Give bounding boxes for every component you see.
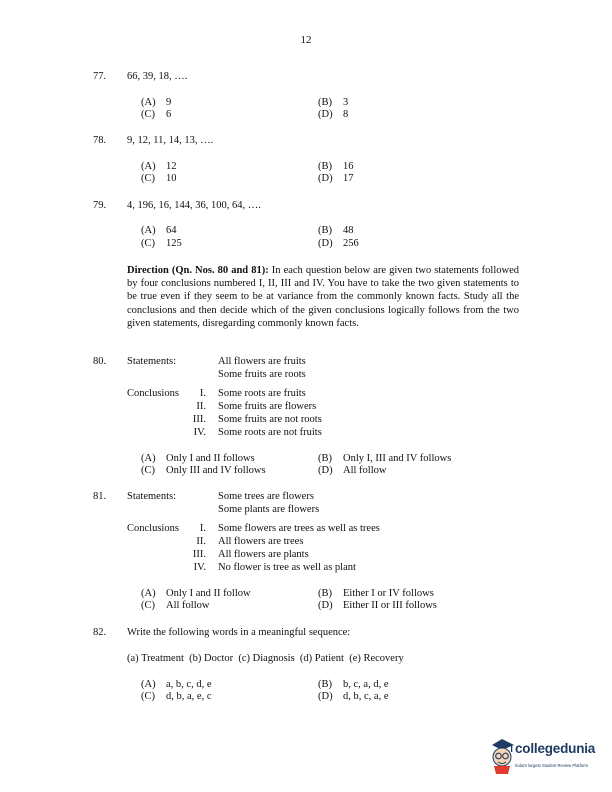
conclusion-number: IV. (193, 562, 206, 573)
option-label: (B) (318, 225, 332, 236)
option-text: All follow (343, 465, 387, 476)
option-label: (C) (141, 173, 155, 184)
conclusion-number: III. (192, 549, 206, 560)
mascot-icon (488, 735, 516, 775)
option-text: 8 (343, 109, 349, 120)
option-label: (B) (318, 588, 332, 599)
option-text: d, b, c, a, e (343, 691, 389, 702)
option-d (318, 108, 348, 121)
option-label: (A) (141, 588, 156, 599)
word-list: (a) Treatment (b) Doctor (c) Diagnosis (d) Patient (e) Recovery (127, 653, 404, 664)
option-d (318, 690, 388, 703)
option-label: (D) (318, 109, 333, 120)
option-a (141, 224, 177, 237)
question-number: 81. (93, 491, 107, 502)
option-d (318, 464, 386, 477)
conclusion-number: III. (192, 414, 206, 425)
option-text: Either I or IV follows (343, 588, 434, 599)
option-text: d, b, a, e, c (166, 691, 212, 702)
option-label: (C) (141, 238, 155, 249)
option-label: (B) (318, 679, 332, 690)
option-d (318, 172, 354, 185)
statement: Some fruits are roots (218, 369, 306, 380)
conclusion-number: IV. (193, 427, 206, 438)
conclusion-text: No flower is tree as well as plant (218, 562, 356, 573)
option-text: Only I and II follow (166, 588, 251, 599)
option-text: 9 (166, 97, 172, 108)
option-text: 48 (343, 225, 354, 236)
option-c (141, 108, 171, 121)
direction-heading: Direction (Qn. Nos. 80 and 81): (127, 265, 269, 276)
option-label: (C) (141, 691, 155, 702)
question-number: 80. (93, 356, 107, 367)
option-label: (D) (318, 465, 333, 476)
option-text: 256 (343, 238, 359, 249)
option-text: a, b, c, d, e (166, 679, 212, 690)
question-text: 9, 12, 11, 14, 13, …. (127, 135, 214, 146)
page-number: 12 (300, 34, 312, 46)
option-label: (D) (318, 173, 333, 184)
option-d (318, 599, 437, 612)
option-label: (A) (141, 225, 156, 236)
statements-label: Statements: (127, 491, 176, 502)
option-text: 12 (166, 161, 177, 172)
statement: Some plants are flowers (218, 504, 320, 515)
option-text: 3 (343, 97, 349, 108)
conclusion-text: Some fruits are flowers (218, 401, 317, 412)
option-text: Only III and IV follows (166, 465, 266, 476)
option-c (141, 690, 211, 703)
option-label: (C) (141, 600, 155, 611)
option-text: Either II or III follows (343, 600, 437, 611)
conclusion-text: Some fruits are not roots (218, 414, 322, 425)
conclusion-number: I. (199, 523, 206, 534)
option-c (141, 172, 177, 185)
option-text: 17 (343, 173, 354, 184)
conclusion-text: All flowers are plants (218, 549, 309, 560)
option-label: (C) (141, 465, 155, 476)
logo-wordmark: collegedunia (515, 741, 596, 756)
statements-label: Statements: (127, 356, 176, 367)
conclusion-text: Some roots are fruits (218, 388, 306, 399)
question-number: 82. (93, 627, 107, 638)
collegedunia-logo (488, 735, 596, 781)
option-label: (D) (318, 238, 333, 249)
option-text: 64 (166, 225, 177, 236)
option-text: b, c, a, d, e (343, 679, 389, 690)
logo-tagline: India's largest Student Review Platform (515, 763, 588, 768)
direction-text: In each question below are given two statements followed by four conclusions numbered I, II, III and IV. You have to take the two given statements to be true even if they seem to be at variance from the commonly known facts. Study all the conclusions and then decide which of the given conclusions logically follows from the two given statements, disregarding commonly known facts. (127, 265, 520, 329)
option-text: Only I, III and IV follows (343, 453, 452, 464)
question-number: 79. (93, 200, 107, 211)
question-text: 66, 39, 18, …. (127, 71, 188, 82)
option-label: (B) (318, 453, 332, 464)
option-label: (C) (141, 109, 155, 120)
conclusions-label: Conclusions (127, 388, 179, 399)
question-number: 78. (93, 135, 107, 146)
option-c (141, 464, 266, 477)
option-label: (D) (318, 600, 333, 611)
conclusion-number: II. (196, 401, 206, 412)
conclusion-text: Some roots are not fruits (218, 427, 322, 438)
option-b (318, 224, 354, 237)
statement: Some trees are flowers (218, 491, 314, 502)
option-text: 16 (343, 161, 354, 172)
direction-paragraph (127, 264, 519, 330)
option-text: Only I and II follows (166, 453, 255, 464)
option-d (318, 237, 359, 250)
option-text: 125 (166, 238, 182, 249)
option-label: (A) (141, 453, 156, 464)
question-text: Write the following words in a meaningful sequence: (127, 627, 351, 638)
option-c (141, 237, 182, 250)
option-label: (B) (318, 161, 332, 172)
conclusions-label: Conclusions (127, 523, 179, 534)
option-label: (B) (318, 97, 332, 108)
option-label: (A) (141, 161, 156, 172)
question-number: 77. (93, 71, 107, 82)
option-label: (A) (141, 97, 156, 108)
option-text: All follow (166, 600, 210, 611)
option-text: 6 (166, 109, 172, 120)
conclusion-number: II. (196, 536, 206, 547)
option-c (141, 599, 209, 612)
option-text: 10 (166, 173, 177, 184)
option-label: (D) (318, 691, 333, 702)
conclusion-text: All flowers are trees (218, 536, 304, 547)
question-text: 4, 196, 16, 144, 36, 100, 64, …. (127, 200, 261, 211)
conclusion-text: Some flowers are trees as well as trees (218, 523, 380, 534)
statement: All flowers are fruits (218, 356, 306, 367)
conclusion-number: I. (199, 388, 206, 399)
option-label: (A) (141, 679, 156, 690)
